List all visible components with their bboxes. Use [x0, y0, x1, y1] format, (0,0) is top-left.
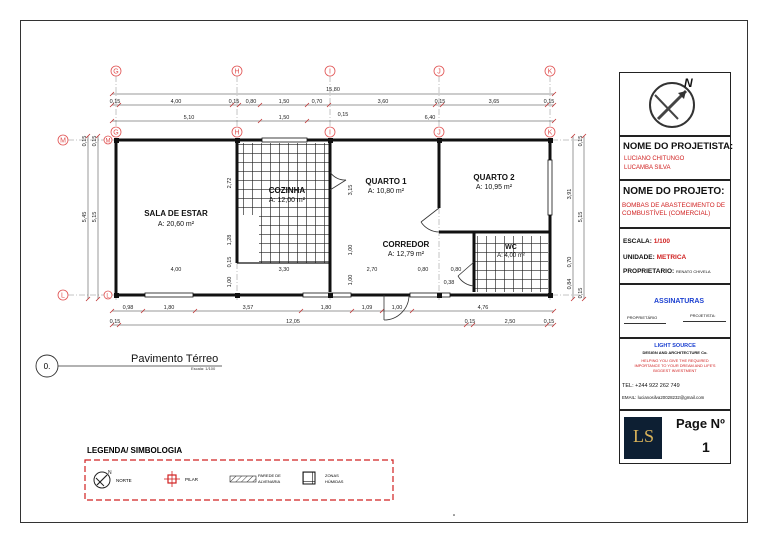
dim-inner-h-2: 2,70 [366, 267, 378, 273]
dim-r1-5: 0,70 [311, 99, 323, 105]
slogan-2: IMPORTANCE TO YOUR DREAM AND LIFE'S [634, 363, 716, 368]
axis-label-mid-i: I [329, 129, 331, 137]
wet-zone-icon [303, 472, 315, 484]
room-corredor-area: A: 12,79 m² [387, 251, 425, 258]
room-cozinha-area: A: 12,00 m² [268, 197, 306, 204]
axis-label-top-j: J [437, 68, 441, 76]
project-name-1: BOMBAS DE ABASTECIMENTO DE [622, 202, 726, 209]
dim-inner-v-3: 1,00 [227, 276, 233, 288]
tb-designer-block [619, 136, 734, 180]
dim-inner-h-4: 0,80 [450, 267, 462, 273]
legend-title: LEGENDA/ SIMBOLOGIA [87, 446, 183, 455]
dim-extra: 0,15 [337, 112, 349, 118]
dim-right-5: 0,15 [578, 287, 584, 299]
slogan-3: BIGGEST INVESTMENT [653, 368, 697, 373]
dim-left-1: 5,45 [82, 211, 88, 223]
dim-r2-2: 6,40 [424, 115, 436, 121]
room-sala-area: A: 20,60 m² [157, 221, 195, 228]
tb-company-block [619, 338, 731, 410]
dim-b1-0: 0,98 [122, 305, 134, 311]
north-arrow-icon [94, 470, 112, 488]
dim-b1-4: 1,09 [361, 305, 373, 311]
pillar-icon [164, 471, 180, 487]
svg-text:N: N [684, 76, 693, 90]
axis-label-top-i: I [329, 68, 331, 76]
axis-label-left-l: L [61, 292, 65, 300]
dim-left-2: 5,15 [92, 211, 98, 223]
room-wc-area: A: 4,00 m² [497, 253, 525, 259]
room-sala-name: SALA DE ESTAR [144, 209, 208, 218]
kitchen-counter-gap [237, 215, 259, 263]
axis-label-top-h: H [234, 68, 240, 76]
dim-r1-9: 0,15 [543, 99, 555, 105]
company-sub: DESIGN AND ARCHITECTURE Co. [642, 350, 708, 355]
svg-text:ALVENARIA: ALVENARIA [258, 479, 281, 484]
owner-value: RENATO CHIVELA [675, 269, 711, 274]
view-title: Pavimento Térreo [131, 353, 219, 365]
dim-b1-6: 4,76 [477, 305, 489, 311]
svg-text:PAREDE DE: PAREDE DE [258, 473, 281, 478]
view-scale: Escala: 1/100 [191, 366, 216, 371]
dim-overall: 15,80 [326, 87, 340, 93]
sig-owner-label: PROPRIETÁRIO [627, 315, 658, 320]
tb-info-block [619, 228, 731, 284]
owner-label: PROPRIETARIO: [623, 268, 675, 275]
unit-label: UNIDADE: [623, 254, 655, 261]
dim-b1-5: 1,00 [391, 305, 403, 311]
dim-b1-3: 1,80 [320, 305, 332, 311]
dim-right-1: 3,91 [567, 188, 573, 200]
view-number: 0. [43, 362, 51, 371]
room-cozinha-name: COZINHA [268, 186, 306, 195]
room-quarto2-name: QUARTO 2 [473, 173, 515, 182]
dim-inner-v-2: 0,15 [227, 256, 233, 268]
dim-r2-1: 1,50 [278, 115, 290, 121]
dim-right-3: 0,70 [567, 256, 573, 268]
page-number: 1 [702, 439, 710, 455]
signatures-heading: ASSINATURAS [654, 298, 705, 305]
dim-inner-h-5: 0,38 [443, 280, 455, 286]
company-name: LIGHT SOURCE [654, 343, 696, 349]
tb-north-block [619, 72, 731, 136]
axis-label-top-g: G [113, 68, 119, 76]
dim-inner-v-0: 2,72 [227, 177, 233, 189]
dim-b2-3: 2,50 [504, 319, 516, 325]
slogan-1: HELPING YOU GIVE THE REQUIRED [641, 358, 709, 363]
company-email: EMAIL: lucianosilva20028232@gmail.com [622, 395, 705, 400]
room-corredor-name: CORREDOR [382, 240, 430, 249]
room-quarto1-name: QUARTO 1 [365, 177, 407, 186]
dim-inner-v-5: 1,00 [348, 244, 354, 256]
svg-text:N: N [108, 470, 112, 476]
dim-r1-1: 4,00 [170, 99, 182, 105]
room-quarto1-area: A: 10,80 m² [367, 188, 405, 195]
north-compass-icon [620, 73, 730, 135]
scale-value: 1/100 [653, 238, 670, 245]
dim-b1-1: 1,80 [163, 305, 175, 311]
company-tel: TEL: +244 922 262 749 [622, 383, 680, 389]
logo-letters: LS [633, 426, 655, 446]
unit-row [623, 254, 686, 261]
axis-label-mid-k: K [547, 129, 553, 137]
axis-label-left-m2: M [105, 138, 111, 145]
dim-b1-2: 3,57 [242, 305, 254, 311]
project-name-2: COMBUSTÍVEL (COMERCIAL) [622, 210, 711, 217]
masonry-wall-icon [230, 476, 256, 482]
room-wc-name: WC [505, 244, 517, 251]
dim-right-2: 5,15 [578, 211, 584, 223]
dim-left-0: 0,15 [82, 135, 88, 147]
dim-r1-7: 0,15 [434, 99, 446, 105]
dim-b2-1: 12,05 [286, 319, 300, 325]
legend-north-label: NORTE [116, 478, 132, 483]
tb-page-block [619, 410, 731, 464]
axis-label-mid-g: G [113, 129, 119, 137]
company-logo [624, 417, 662, 459]
axis-label-mid-h: H [234, 129, 240, 137]
designer-heading: NOME DO PROJETISTA: [623, 141, 734, 152]
dim-inner-v-1: 1,28 [227, 234, 233, 246]
dim-b2-0: 0,15 [109, 319, 121, 325]
room-labels [144, 173, 525, 259]
dim-r1-2: 0,15 [228, 99, 240, 105]
dim-inner-h-0: 4,00 [170, 267, 182, 273]
project-heading: NOME DO PROJETO: [623, 186, 725, 197]
scale-label: ESCALA: [623, 238, 652, 245]
tb-project-block [619, 180, 731, 228]
unit-value: METRICA [656, 254, 687, 261]
dim-inner-h-1: 3,30 [278, 267, 290, 273]
dim-inner-v-4: 3,15 [348, 184, 354, 196]
dim-right-4: 0,84 [567, 278, 573, 290]
tb-signatures-block [619, 284, 731, 338]
dim-r1-0: 0,15 [109, 99, 121, 105]
dim-r1-6: 3,60 [377, 99, 389, 105]
page-label: Page Nº [676, 416, 725, 431]
sig-designer-label: PROJETISTA: [690, 313, 716, 318]
room-quarto2-area: A: 10,95 m² [475, 184, 513, 191]
sig-designer-line [683, 321, 726, 322]
dim-left-3: 0,15 [92, 135, 98, 147]
dim-r1-3: 0,80 [245, 99, 257, 105]
stray-dot [453, 514, 455, 516]
scale-row [623, 238, 670, 245]
sig-owner-line [624, 323, 666, 324]
designer-name-2: LUCAMBA SILVA [624, 165, 671, 171]
axis-label-left-m: M [60, 137, 66, 145]
axis-label-top-k: K [547, 68, 553, 76]
axis-label-left-l2: L [106, 293, 110, 300]
dim-r1-8: 3,65 [488, 99, 500, 105]
owner-row [623, 268, 711, 275]
dim-inner-h-3: 0,80 [417, 267, 429, 273]
svg-text:ZONAS: ZONAS [325, 473, 339, 478]
legend-pillar-label: PILAR [185, 477, 199, 482]
view-label [36, 353, 222, 377]
dim-inner-v-6: 1,00 [348, 274, 354, 286]
dim-b2-2: 0,15 [464, 319, 476, 325]
legend [85, 446, 393, 500]
dim-r1-4: 1,50 [278, 99, 290, 105]
designer-name-1: LUCIANO CHITUNGO [624, 156, 685, 162]
svg-text:HÚMIDAS: HÚMIDAS [325, 479, 344, 484]
dim-right-0: 0,15 [578, 135, 584, 147]
dim-r2-0: 5,10 [183, 115, 195, 121]
axis-label-mid-j: J [437, 129, 441, 137]
dim-b2-4: 0,15 [543, 319, 555, 325]
